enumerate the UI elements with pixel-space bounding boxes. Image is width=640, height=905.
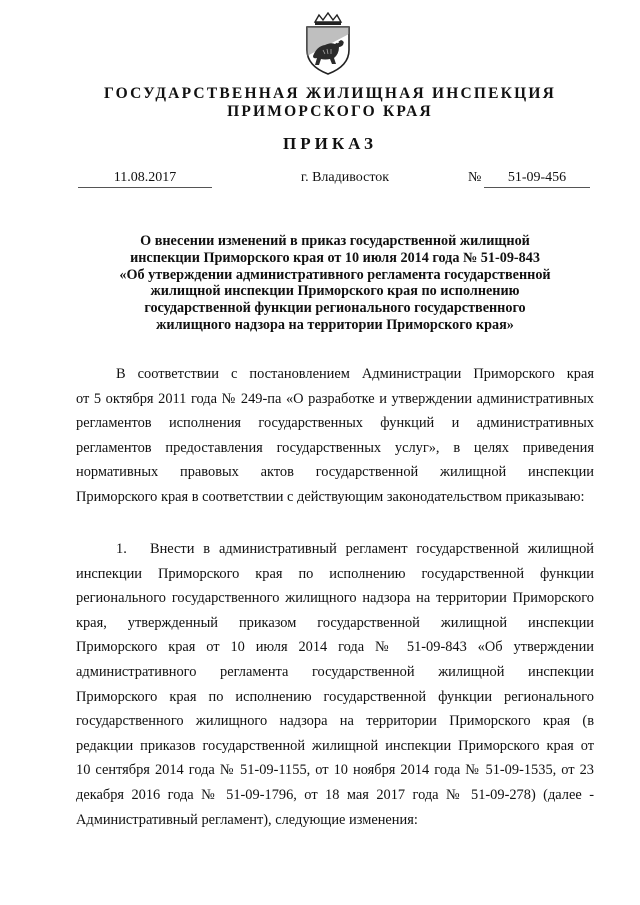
item-1-first-line-text: Внести в административный регламент государственной жилищной <box>150 541 594 557</box>
paragraph-line: нормативных правовых актов государственной жилищной инспекции <box>76 464 594 481</box>
document-type: ПРИКАЗ <box>283 134 377 153</box>
item-1-paragraph <box>76 537 594 832</box>
title-line: жилищного надзора на территории Приморского края» <box>156 316 514 333</box>
paragraph-line: регламентов исполнения государственных функций и административных <box>76 415 594 432</box>
org-name-line2: ПРИМОРСКОГО КРАЯ <box>227 103 433 120</box>
paragraph-line: края, утвержденный приказом государственной жилищной инспекции <box>76 614 594 631</box>
paragraph-line: Административный регламент), следующие изменения: <box>76 811 418 828</box>
number-sign: № <box>468 170 482 185</box>
title-line: инспекции Приморского края от 10 июля 2014 года № 51-09-843 <box>130 249 540 266</box>
item-number: 1. <box>116 541 127 557</box>
paragraph-line: административного регламента государственной жилищной инспекции <box>76 663 594 680</box>
title-line: О внесении изменений в приказ государственной жилищной <box>140 233 530 249</box>
paragraph-line: Приморского края в соответствии с действующим законодательством приказываю: <box>76 488 585 505</box>
paragraph-line: государственного жилищного надзора на территории Приморского края (в <box>76 713 594 730</box>
paragraph-line: инспекции Приморского края по исполнению государственной функции <box>76 565 594 582</box>
paragraph-line: В соответствии с постановлением Администрации Приморского края <box>116 366 594 382</box>
document-title <box>80 233 590 334</box>
org-name-line1: ГОСУДАРСТВЕННАЯ ЖИЛИЩНАЯ ИНСПЕКЦИЯ <box>104 85 556 102</box>
paragraph-line: регламентов предоставления государственных услуг», в целях приведения <box>76 439 594 456</box>
paragraph-line: регионального государственного жилищного надзора на территории Приморского <box>76 590 594 607</box>
title-line: государственной функции регионального государственного <box>144 300 526 317</box>
document-city: г. Владивосток <box>300 170 390 185</box>
coat-of-arms-icon <box>301 12 355 76</box>
paragraph-line: декабря 2016 года № 51-09-1796, от 18 мая 2017 года № 51-09-278) (далее - <box>76 786 594 803</box>
paragraph-line: 10 сентября 2014 года № 51-09-1155, от 10 ноября 2014 года № 51-09-1535, от 23 <box>76 762 594 779</box>
paragraph-line: Приморского края по исполнению государственной функции регионального <box>76 688 594 705</box>
paragraph-line: редакции приказов государственной жилищной инспекции Приморского края от <box>76 737 594 754</box>
document-date: 11.08.2017 <box>78 170 212 188</box>
paragraph-line: от 5 октября 2011 года № 249-па «О разработке и утверждении административных <box>76 390 594 407</box>
paragraph-line: Приморского края от 10 июля 2014 года № 51-09-843 «Об утверждении <box>76 639 594 656</box>
title-line: жилищной инспекции Приморского края по исполнению <box>150 283 520 300</box>
preamble-paragraph <box>76 362 594 510</box>
document-number: 51-09-456 <box>484 170 590 188</box>
item-1-first-line <box>76 537 594 562</box>
title-line: «Об утверждении административного регламента государственной <box>119 266 551 283</box>
